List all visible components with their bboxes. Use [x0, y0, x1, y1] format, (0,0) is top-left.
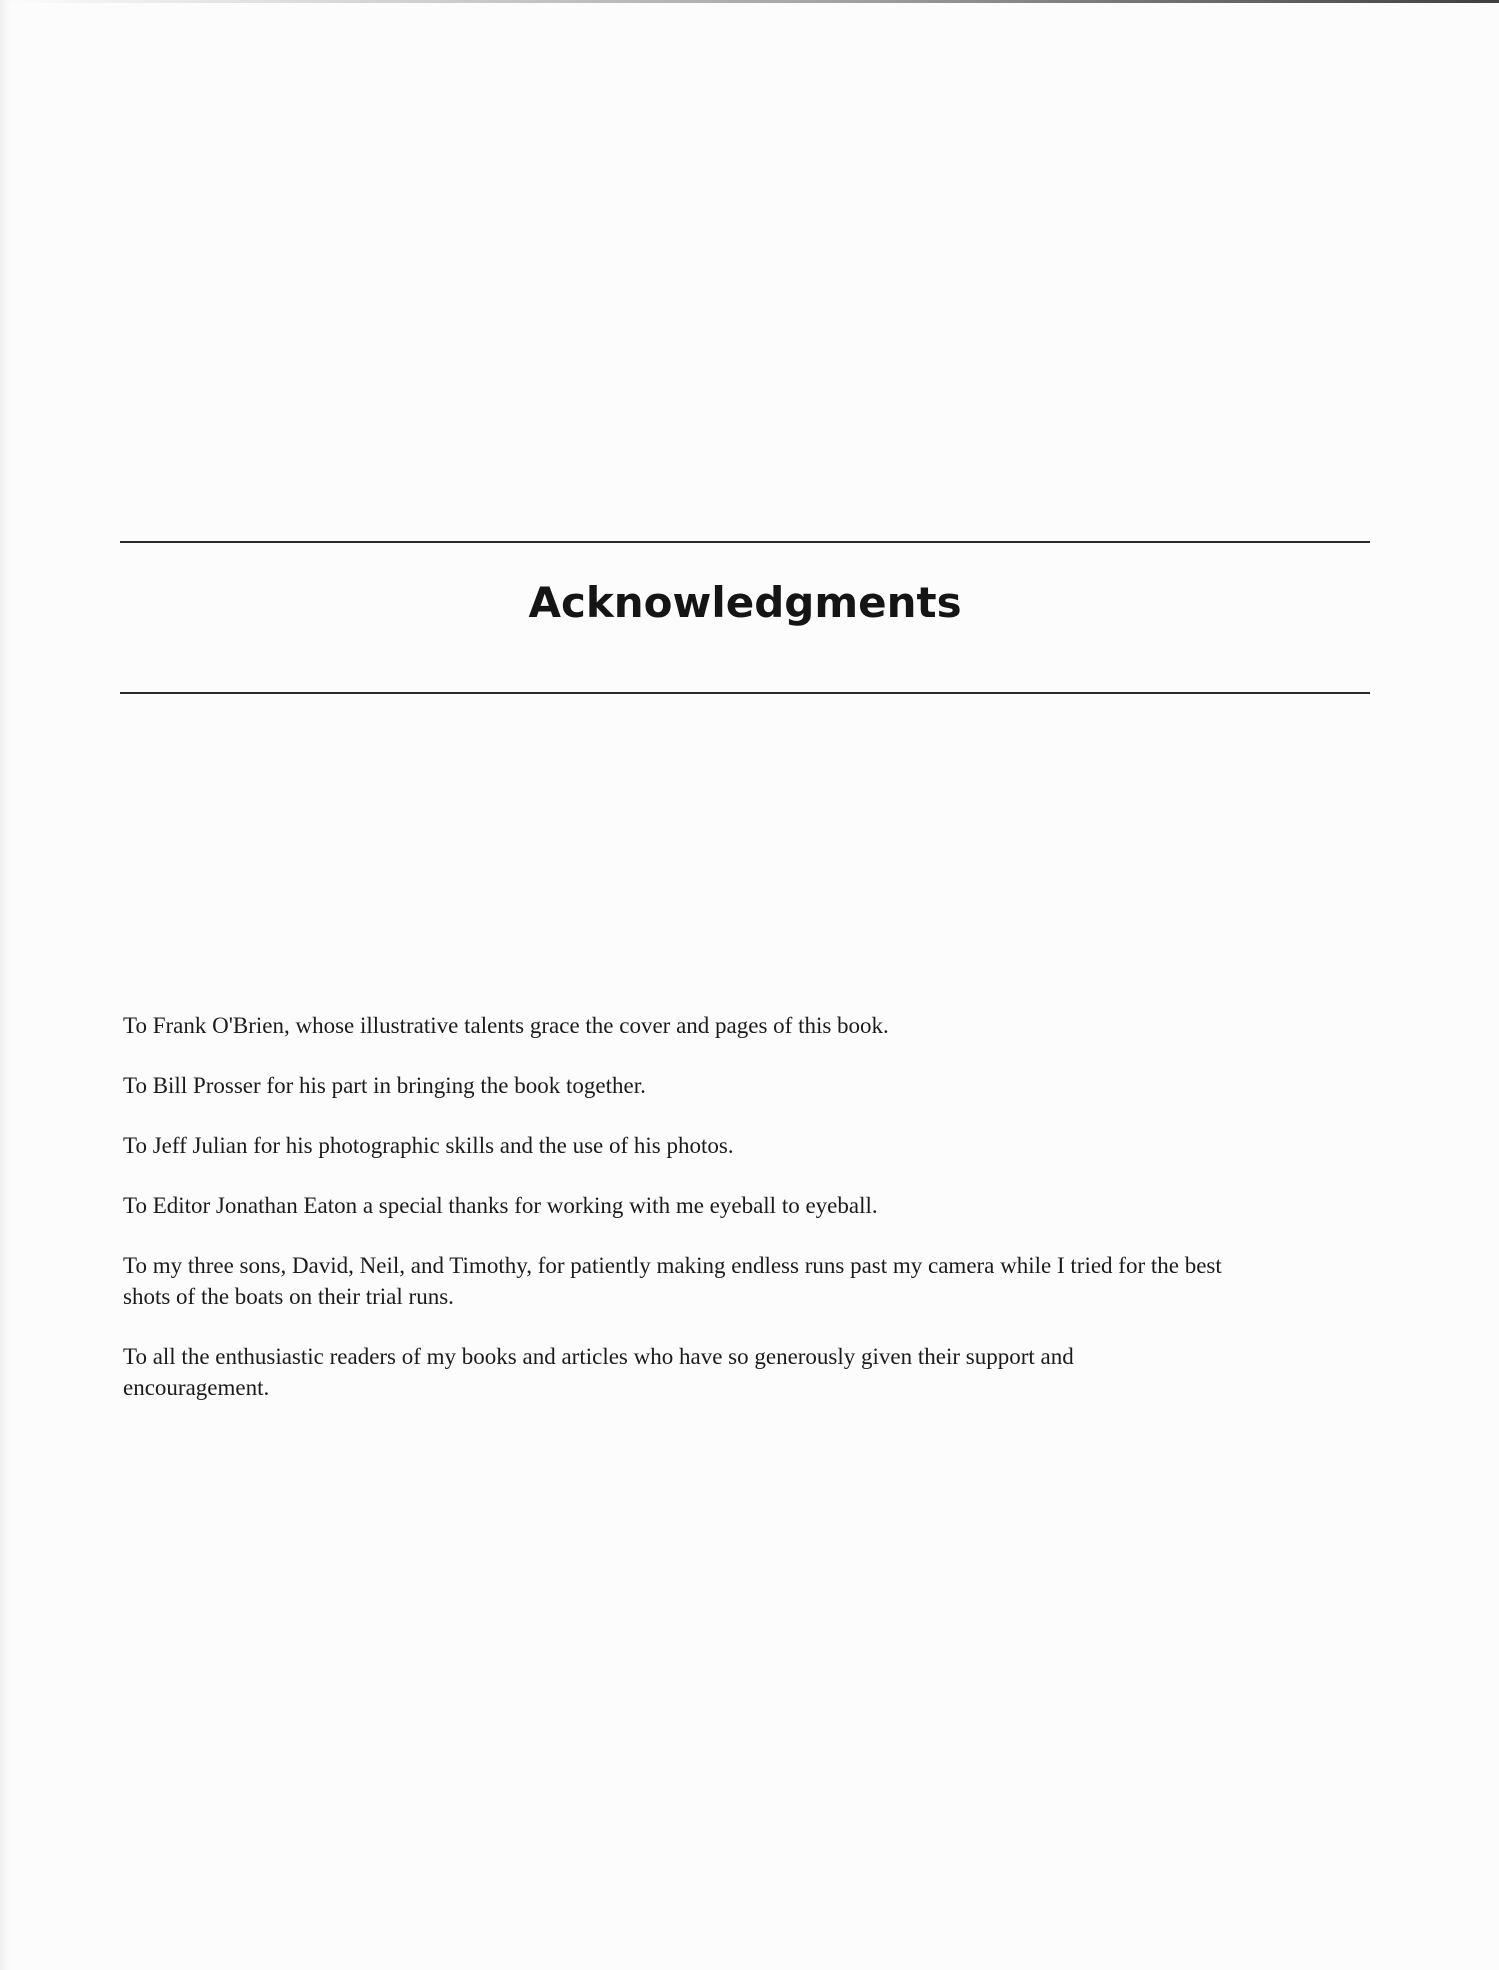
acknowledgment-item: To Bill Prosser for his part in bringing the book together. [123, 1073, 646, 1098]
acknowledgment-item: To Frank O'Brien, whose illustrative talents grace the cover and pages of this book. [123, 1013, 889, 1038]
acknowledgment-item: To my three sons, David, Neil, and Timothy, for patiently making endless runs past my camera while I tried for the best shots of the boats on their trial runs. [123, 1253, 1222, 1309]
acknowledgment-item: To all the enthusiastic readers of my books and articles who have so generously given their support and encouragement. [123, 1344, 1074, 1400]
acknowledgment-item: To Editor Jonathan Eaton a special thanks for working with me eyeball to eyeball. [123, 1193, 878, 1218]
page-top-edge [0, 0, 1499, 3]
acknowledgment-item: To Jeff Julian for his photographic skills and the use of his photos. [123, 1133, 734, 1158]
page-title: Acknowledgments [528, 578, 962, 627]
acknowledgments-list [123, 1010, 1223, 1432]
title-rule-top [120, 541, 1370, 543]
title-rule-bottom [120, 692, 1370, 694]
